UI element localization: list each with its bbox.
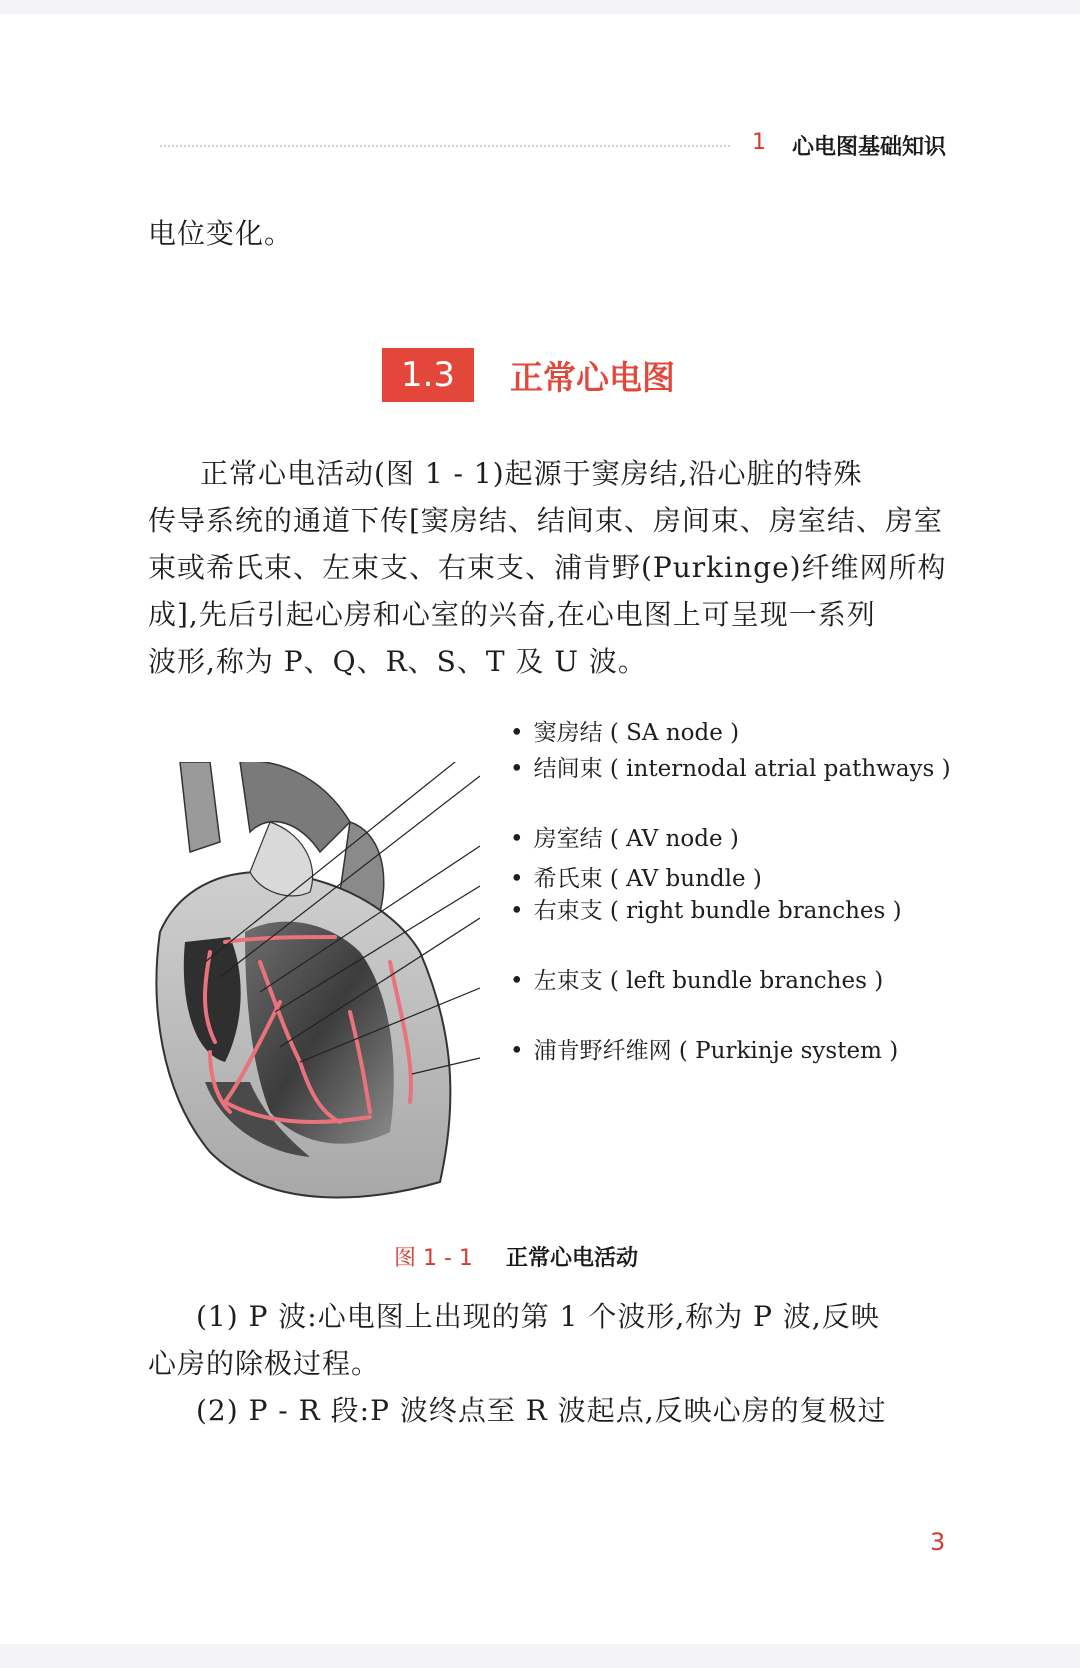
chapter-number: 1: [752, 130, 766, 155]
figure-label-right-bundle: • 右束支 ( right bundle branches ): [510, 898, 902, 924]
paragraph-line: 传导系统的通道下传[窦房结、结间束、房间束、房室结、房室: [148, 504, 943, 537]
book-page: [0, 14, 1080, 1644]
paragraph-line: 波形,称为 P、Q、R、S、T 及 U 波。: [148, 645, 647, 678]
section-title: 正常心电图: [510, 358, 675, 397]
paragraph-line: 成],先后引起心房和心室的兴奋,在心电图上可呈现一系列: [148, 598, 876, 631]
figure-label-left-bundle: • 左束支 ( left bundle branches ): [510, 968, 884, 994]
chapter-title: 心电图基础知识: [792, 135, 947, 160]
header-rule: [160, 145, 730, 147]
figure-label-av-bundle: • 希氏束 ( AV bundle ): [510, 866, 762, 892]
item-line: (1) P 波:心电图上出现的第 1 个波形,称为 P 波,反映: [196, 1300, 880, 1333]
paragraph-line: 正常心电活动(图 1 - 1)起源于窦房结,沿心脏的特殊: [200, 457, 863, 490]
page-number: 3: [930, 1528, 946, 1556]
item-line: (2) P - R 段:P 波终点至 R 波起点,反映心房的复极过: [196, 1394, 887, 1427]
figure-label-av-node: • 房室结 ( AV node ): [510, 826, 739, 852]
section-number-badge: 1.3: [382, 348, 474, 402]
item-line: 心房的除极过程。: [148, 1347, 381, 1380]
body-line-top: 电位变化。: [148, 217, 294, 250]
paragraph-line: 束或希氏束、左束支、右束支、浦肯野(Purkinge)纤维网所构: [148, 551, 947, 584]
heart-illustration: [150, 762, 480, 1222]
figure-label-internodal: • 结间束 ( internodal atrial pathways ): [510, 756, 951, 782]
figure-caption-number: 图 1 - 1: [394, 1246, 473, 1271]
figure-caption-title: 正常心电活动: [506, 1246, 639, 1271]
figure-label-purkinje: • 浦肯野纤维网 ( Purkinje system ): [510, 1038, 899, 1064]
figure-label-sa-node: • 窦房结 ( SA node ): [510, 720, 740, 746]
